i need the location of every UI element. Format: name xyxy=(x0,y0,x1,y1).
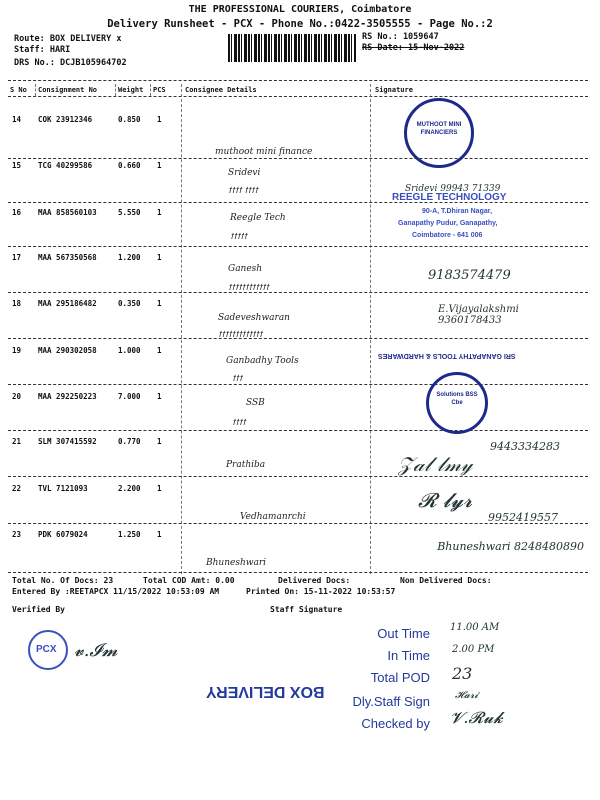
row-weight: 7.000 xyxy=(118,392,141,401)
row-pcs: 1 xyxy=(157,299,162,308)
row-consignee: Reegle Tech xyxy=(230,213,286,223)
row-signature: Bhuneshwari 8248480890 xyxy=(437,540,584,553)
row-consignment: TCG 40299586 xyxy=(38,161,93,170)
in-time-value: 2.00 PM xyxy=(452,644,495,655)
total-docs: Total No. Of Docs: 23 xyxy=(12,576,114,585)
row-consignee: Prathiba xyxy=(226,460,266,470)
row-consignment: MAA 290302058 xyxy=(38,346,97,355)
rs-number: RS No.: 1059647 xyxy=(362,32,439,42)
divider xyxy=(8,523,588,524)
pcx-seal-text: PCX xyxy=(36,644,57,655)
total-cod: Total COD Amt: 0.00 xyxy=(143,576,235,585)
row-weight: 1.200 xyxy=(118,253,141,262)
row-pcs: 1 xyxy=(157,392,162,401)
ssb-seal xyxy=(426,372,488,434)
row-signature: 9183574479 xyxy=(428,268,511,283)
ganapathy-stamp: SRI GANAPATHY TOOLS & HARDWARES xyxy=(378,352,516,359)
row-signature-scribble: 𝓡 𝓵𝔂𝓻 xyxy=(418,488,473,512)
row-sno: 21 xyxy=(12,437,22,446)
col-sno: S No xyxy=(10,86,27,94)
muthoot-seal xyxy=(404,98,474,168)
row-signature-scribble: 𝒵𝒶𝓁 𝓁𝓂𝓎 xyxy=(398,452,473,476)
row-signature: E.Vijayalakshmi 9360178433 xyxy=(438,304,519,326)
non-delivered-docs: Non Delivered Docs: xyxy=(400,576,492,585)
column-divider xyxy=(115,84,116,96)
column-divider xyxy=(150,84,151,96)
pcx-seal xyxy=(28,630,68,670)
row-pcs: 1 xyxy=(157,346,162,355)
total-pod-value: 23 xyxy=(452,664,473,683)
row-signature-scribble: ꝉꝉꝉ xyxy=(232,374,243,383)
row-sno: 17 xyxy=(12,253,22,262)
divider xyxy=(8,430,588,431)
drs-number: DRS No.: DCJB105964702 xyxy=(14,58,127,68)
checker-signature: 𝓥.𝓡𝓾𝓴 xyxy=(450,708,503,727)
divider xyxy=(8,384,588,385)
company-title: THE PROFESSIONAL COURIERS, Coimbatore xyxy=(188,4,412,15)
row-consignment: COK 23912346 xyxy=(38,115,93,124)
row-pcs: 1 xyxy=(157,115,162,124)
row-sno: 16 xyxy=(12,208,22,217)
row-consignment: MAA 858560103 xyxy=(38,208,97,217)
row-sno: 23 xyxy=(12,530,22,539)
checked-by-label: Checked by xyxy=(361,716,430,731)
row-sno: 20 xyxy=(12,392,22,401)
row-consignee: Sadeveshwaran xyxy=(218,313,290,323)
staff-label: Staff: HARI xyxy=(14,45,71,55)
row-sno: 18 xyxy=(12,299,22,308)
row-signature: 9443334283 xyxy=(490,440,560,453)
row-signature: Sridevi 99943 71339 xyxy=(405,184,501,194)
row-pcs: 1 xyxy=(157,161,162,170)
divider xyxy=(8,96,588,97)
row-consignment: TVL 7121093 xyxy=(38,484,88,493)
row-consignment: MAA 567350568 xyxy=(38,253,97,262)
row-weight: 1.250 xyxy=(118,530,141,539)
row-pcs: 1 xyxy=(157,253,162,262)
row-consignee: muthoot mini finance xyxy=(215,147,313,157)
verified-by: Verified By xyxy=(12,605,65,614)
row-pcs: 1 xyxy=(157,208,162,217)
barcode xyxy=(228,34,356,62)
row-weight: 0.660 xyxy=(118,161,141,170)
row-weight: 0.350 xyxy=(118,299,141,308)
row-weight: 1.000 xyxy=(118,346,141,355)
dly-staff-sign-label: Dly.Staff Sign xyxy=(352,694,430,709)
delivered-docs: Delivered Docs: xyxy=(278,576,351,585)
in-time-label: In Time xyxy=(387,648,430,663)
col-pcs: PCS xyxy=(153,86,166,94)
row-signature-scribble: ꝉꝉꝉꝉꝉ xyxy=(230,232,248,241)
route-label: Route: BOX DELIVERY x xyxy=(14,34,122,44)
reegle-stamp-line: Ganapathy Pudur, Ganapathy, xyxy=(398,220,498,227)
rs-date: RS Date: 15-Nov-2022 xyxy=(362,43,465,53)
col-consignee: Consignee Details xyxy=(185,86,257,94)
divider xyxy=(8,80,588,81)
out-time-value: 11.00 AM xyxy=(450,622,500,633)
runsheet-title: Delivery Runsheet - PCX - Phone No.:0422-3505555 - Page No.:2 xyxy=(107,18,493,30)
row-consignment: PDK 6079024 xyxy=(38,530,88,539)
row-weight: 5.550 xyxy=(118,208,141,217)
row-pcs: 1 xyxy=(157,484,162,493)
row-consignment: SLM 307415592 xyxy=(38,437,97,446)
col-weight: Weight xyxy=(118,86,144,94)
row-consignee: Ganbadhy Tools xyxy=(226,356,299,366)
reegle-stamp-title: REEGLE TECHNOLOGY xyxy=(392,192,507,203)
row-pcs: 1 xyxy=(157,530,162,539)
col-consignment: Consignment No xyxy=(38,86,98,94)
row-signature: 9952419557 xyxy=(488,511,558,524)
row-sno: 22 xyxy=(12,484,22,493)
row-weight: 0.770 xyxy=(118,437,141,446)
ssb-seal-text: Solutions BSS Cbe xyxy=(436,392,478,406)
row-signature-scribble: ꝉꝉꝉꝉ ꝉꝉꝉꝉ xyxy=(228,186,258,195)
row-signature-scribble: ꝉꝉꝉꝉꝉꝉꝉꝉꝉꝉꝉꝉꝉ xyxy=(218,330,263,339)
divider xyxy=(8,572,588,573)
row-weight: 0.850 xyxy=(118,115,141,124)
dly-staff-signature: 𝓗𝓪𝓻𝓲 xyxy=(455,690,479,701)
row-sno: 15 xyxy=(12,161,22,170)
row-pcs: 1 xyxy=(157,437,162,446)
row-sno: 14 xyxy=(12,115,22,124)
row-sno: 19 xyxy=(12,346,22,355)
divider xyxy=(8,476,588,477)
divider xyxy=(8,246,588,247)
row-consignment: MAA 295186482 xyxy=(38,299,97,308)
divider xyxy=(8,158,588,159)
row-signature-scribble: ꝉꝉꝉꝉ xyxy=(232,418,246,427)
total-pod-label: Total POD xyxy=(370,670,430,685)
verifier-signature: 𝓿.𝓘𝓶 xyxy=(74,640,118,661)
reegle-stamp-line: 90-A, T.Dhiran Nagar, xyxy=(422,208,493,215)
staff-signature-label: Staff Signature xyxy=(270,605,343,614)
reegle-stamp-line: Coimbatore - 641 006 xyxy=(412,232,483,239)
divider xyxy=(8,338,588,339)
row-signature-scribble: ꝉꝉꝉꝉꝉꝉꝉꝉꝉꝉꝉꝉ xyxy=(228,283,269,292)
col-signature: Signature xyxy=(375,86,413,94)
divider xyxy=(8,292,588,293)
out-time-label: Out Time xyxy=(377,626,430,641)
row-consignee: Ganesh xyxy=(228,264,263,274)
row-consignee: Vedhamanrchi xyxy=(240,512,306,522)
row-consignee: Bhuneshwari xyxy=(206,558,266,568)
row-consignee: SSB xyxy=(246,398,265,408)
printed-on: Printed On: 15-11-2022 10:53:57 xyxy=(246,587,396,596)
row-consignee: Sridevi xyxy=(228,168,261,178)
row-weight: 2.200 xyxy=(118,484,141,493)
muthoot-seal-text: MUTHOOT MINI FINANCIERS xyxy=(416,122,462,136)
entered-by: Entered By :REETAPCX 11/15/2022 10:53:09 AM xyxy=(12,587,220,596)
column-divider xyxy=(35,84,36,96)
row-consignment: MAA 292250223 xyxy=(38,392,97,401)
box-delivery-stamp: BOX DELIVERY xyxy=(206,683,325,700)
